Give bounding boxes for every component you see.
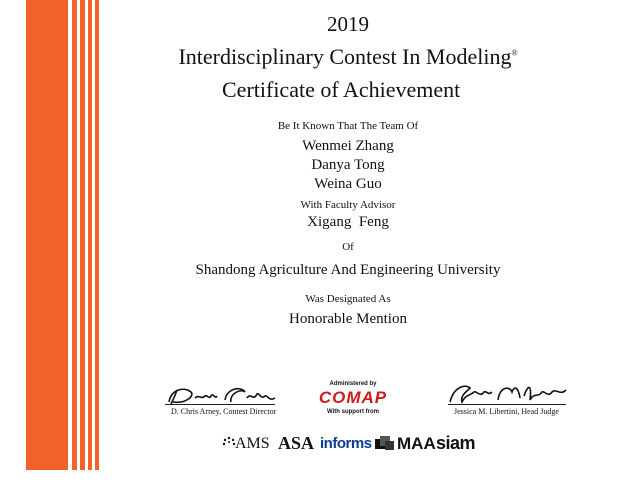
university-name: Shandong Agriculture And Engineering University (195, 262, 501, 278)
judge-name: Jessica M. Libertini, Head Judge (454, 407, 559, 416)
designated-label: Was Designated As (305, 293, 391, 305)
decorative-stripe-wide (26, 0, 68, 470)
decorative-stripe (80, 0, 85, 470)
informs-logo: informs (320, 435, 372, 452)
signature-line (165, 404, 275, 405)
signature-line (448, 404, 566, 405)
comap-logo: COMAP (318, 388, 388, 407)
comap-administration (318, 381, 388, 415)
team-member: Weina Guo (314, 176, 382, 192)
team-member: Danya Tong (311, 157, 385, 173)
asa-logo: ASA (278, 433, 315, 453)
maa-emblem-icon (374, 435, 396, 453)
advisor-label: With Faculty Advisor (300, 199, 396, 211)
administered-by-label: Administered by (329, 381, 377, 387)
decorative-stripe (95, 0, 99, 470)
siam-logo: siam (436, 433, 476, 453)
award-designation: Honorable Mention (289, 311, 407, 327)
maa-logo: MAA (397, 434, 436, 453)
support-label: With support from (327, 409, 379, 415)
registered-mark: ® (511, 48, 518, 58)
certificate-year: 2019 (327, 12, 369, 36)
decorative-stripe (88, 0, 92, 470)
ams-star-icon (222, 436, 236, 450)
director-signature-image (155, 384, 280, 406)
director-name: D. Chris Arney, Contest Director (171, 407, 277, 416)
contest-name: Interdisciplinary Contest In Modeling (178, 44, 512, 69)
known-line: Be It Known That The Team Of (277, 120, 419, 132)
certificate-title: Certificate of Achievement (222, 77, 461, 102)
team-member: Wenmei Zhang (302, 138, 394, 154)
faculty-advisor: Xigang Feng (307, 214, 389, 230)
decorative-stripe (72, 0, 77, 470)
judge-signature-image (440, 382, 570, 406)
of-label: Of (342, 241, 354, 253)
contest-name-line (100, 44, 596, 70)
ams-logo: AMS (235, 435, 270, 452)
